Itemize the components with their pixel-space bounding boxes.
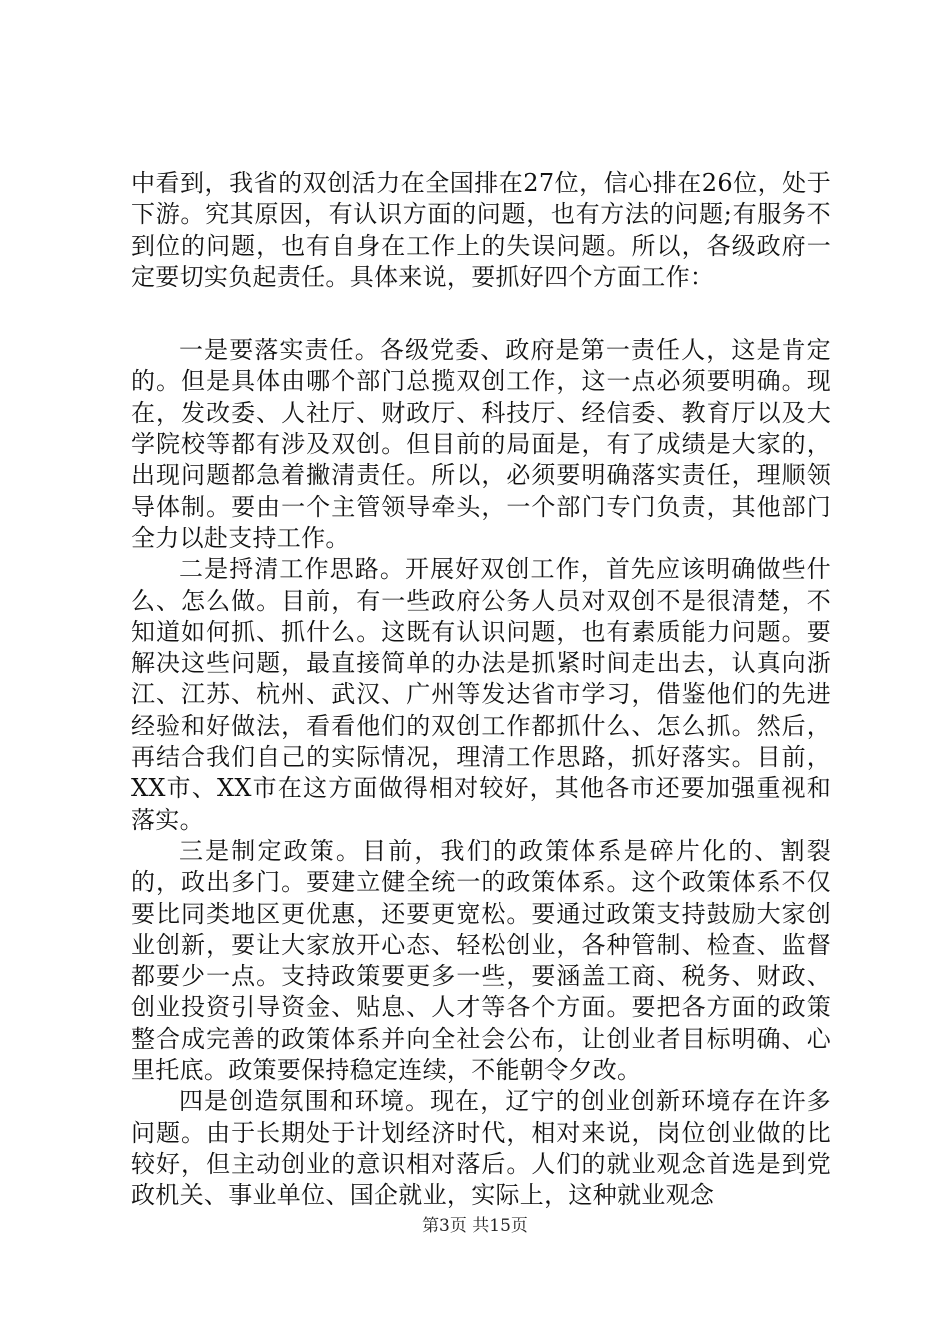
paragraph-work-ideas: 二是捋清工作思路。开展好双创工作，首先应该明确做些什么、怎么做。目前，有一些政府公务人员对双创不是很清楚，不知道如何抓、抓什么。这既有认识问题，也有素质能力问题。要解决这些问题，最直接简单的办法是抓紧时间走出去，认真向浙江、江苏、杭州、武汉、广州等发达省市学习，借鉴他们的先进经验和好做法，看看他们的双创工作都抓什么、怎么抓。然后，再结合我们自己的实际情况，理清工作思路，抓好落实。目前，XX市、XX市在这方面做得相对较好，其他各市还要加强重视和落实。 xyxy=(131,555,831,834)
document-body xyxy=(131,168,831,1212)
paragraph-responsibility: 一是要落实责任。各级党委、政府是第一责任人，这是肯定的。但是具体由哪个部门总揽双创工作，这一点必须要明确。现在，发改委、人社厅、财政厅、科技厅、经信委、教育厅以及大学院校等都有涉及双创。但目前的局面是，有了成绩是大家的，出现问题都急着撇清责任。所以，必须要明确落实责任，理顺领导体制。要由一个主管领导牵头，一个部门专门负责，其他部门全力以赴支持工作。 xyxy=(131,336,831,552)
paragraph-policy: 三是制定政策。目前，我们的政策体系是碎片化的、割裂的，政出多门。要建立健全统一的政策体系。这个政策体系不仅要比同类地区更优惠，还要更宽松。要通过政策支持鼓励大家创业创新，要让大家放开心态、轻松创业，各种管制、检查、监督都要少一点。支持政策要更多一些，要涵盖工商、税务、财政、创业投资引导资金、贴息、人才等各个方面。要把各方面的政策整合成完善的政策体系并向全社会公布，让创业者目标明确、心里托底。政策要保持稳定连续，不能朝令夕改。 xyxy=(131,836,831,1085)
paragraph-environment: 四是创造氛围和环境。现在，辽宁的创业创新环境存在许多问题。由于长期处于计划经济时代，相对来说，岗位创业做的比较好，但主动创业的意识相对落后。人们的就业观念首选是到党政机关、事业单位、国企就业，实际上，这种就业观念 xyxy=(131,1087,831,1210)
page-number-footer: 第3页 共15页 xyxy=(422,1216,528,1236)
paragraph-continuation: 中看到，我省的双创活力在全国排在27位，信心排在26位，处于下游。究其原因，有认识方面的问题，也有方法的问题;有服务不到位的问题，也有自身在工作上的失误问题。所以，各级政府一定要切实负起责任。具体来说，要抓好四个方面工作： xyxy=(131,169,831,291)
paragraph-gap xyxy=(131,293,831,335)
